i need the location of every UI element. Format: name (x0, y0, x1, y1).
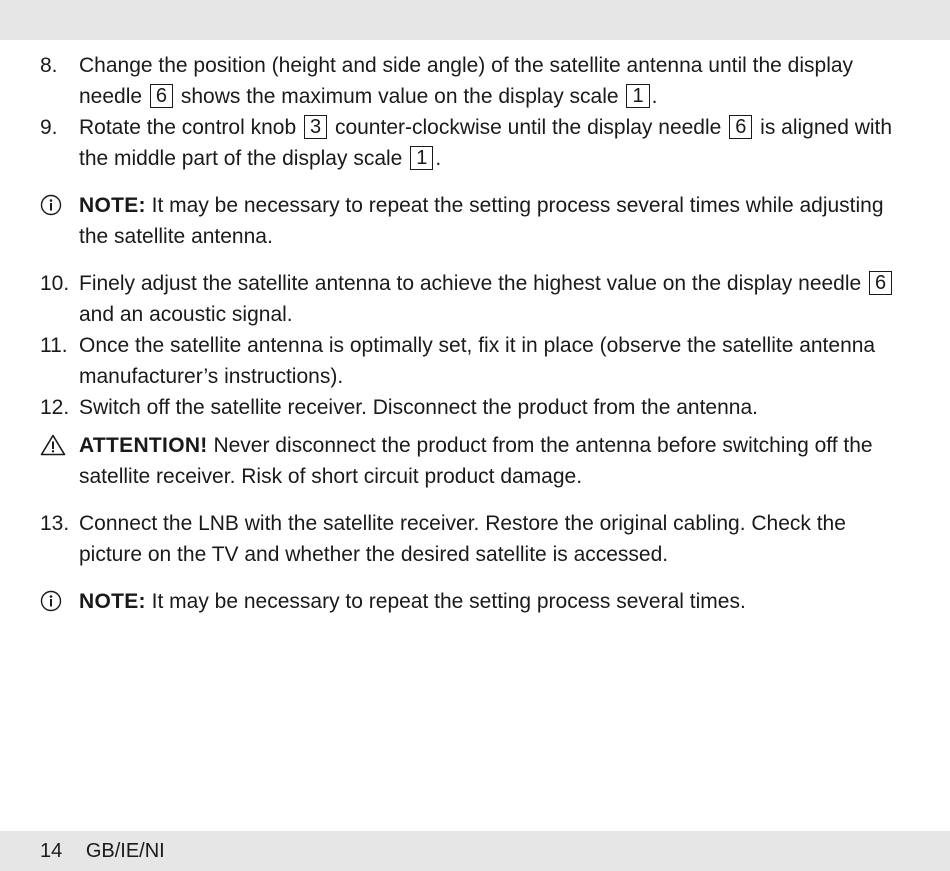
step-text: Change the position (height and side angle) of the satellite antenna until the display needle (79, 54, 854, 108)
step-number: 9. (40, 116, 58, 139)
region-code: GB/IE/NI (85, 840, 165, 862)
note-text: It may be necessary to repeat the setting process several times while adjusting the satellite antenna. (79, 194, 884, 248)
note-1 (40, 190, 900, 252)
step-text: Finely adjust the satellite antenna to achieve the highest value on the display needle (79, 272, 862, 295)
step-number: 8. (40, 54, 58, 77)
step-8 (40, 50, 900, 112)
step-number: 12. (40, 396, 70, 419)
ref-box: 1 (410, 146, 433, 170)
info-icon (40, 194, 62, 225)
note-text: It may be necessary to repeat the setting process several times. (151, 590, 746, 613)
step-text: Once the satellite antenna is optimally set, fix it in place (observe the satellite antenna manufacturer’s instructions). (79, 334, 876, 388)
step-text: and an acoustic signal. (79, 303, 293, 326)
footer (40, 837, 165, 865)
ref-box: 3 (304, 115, 327, 139)
step-text: Rotate the control knob (79, 116, 297, 139)
step-number: 13. (40, 512, 70, 535)
step-text: . (651, 85, 658, 108)
step-11 (40, 330, 900, 392)
instructions (40, 50, 900, 617)
step-10 (40, 268, 900, 330)
step-text: shows the maximum value on the display scale (180, 85, 619, 108)
ref-box: 6 (150, 84, 173, 108)
attention-text: Never disconnect the product from the antenna before switching off the satellite receiver. Risk of short circuit product damage. (79, 434, 873, 488)
ref-box: 6 (869, 271, 892, 295)
step-text: is aligned with the middle part of the display scale (79, 116, 893, 170)
step-text: . (435, 147, 442, 170)
step-number: 10. (40, 272, 70, 295)
step-number: 11. (40, 334, 68, 357)
note-2 (40, 586, 900, 617)
attention-note (40, 430, 900, 492)
warning-icon (40, 434, 66, 465)
step-12 (40, 392, 900, 423)
note-label: NOTE: (79, 194, 146, 217)
step-text: counter-clockwise until the display needle (334, 116, 722, 139)
info-icon (40, 590, 62, 621)
attention-label: ATTENTION! (79, 434, 208, 457)
step-text: Switch off the satellite receiver. Disconnect the product from the antenna. (79, 396, 758, 419)
ref-box: 6 (729, 115, 752, 139)
step-text: Connect the LNB with the satellite receiver. Restore the original cabling. Check the picture on the TV and whether the desired satellite is accessed. (79, 512, 846, 566)
step-9 (40, 112, 900, 174)
page-number: 14 (40, 840, 63, 862)
header-bar (0, 0, 950, 40)
note-label: NOTE: (79, 590, 146, 613)
step-13 (40, 508, 900, 570)
ref-box: 1 (626, 84, 649, 108)
